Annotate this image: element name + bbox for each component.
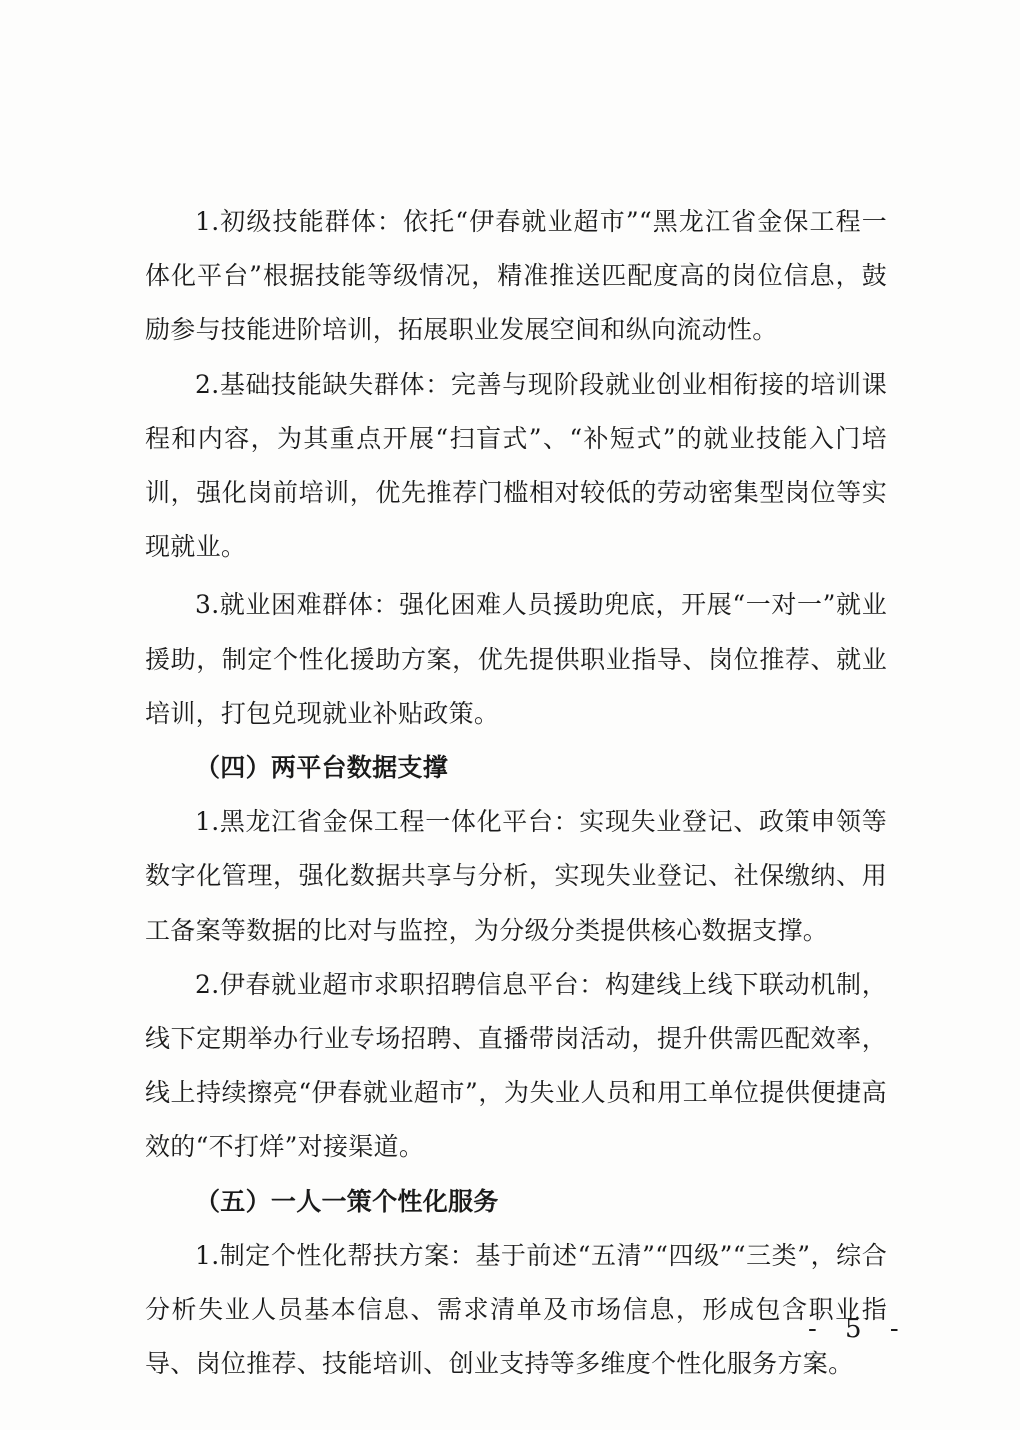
paragraph-yichun-job-platform: 2.伊春就业超市求职招聘信息平台：构建线上线下联动机制，线下定期举办行业专场招聘、直播带岗活动，提升供需匹配效率，线上持续擦亮“伊春就业超市”，为失业人员和用工单位提供便捷高效的“不打烊”对接渠道。 bbox=[145, 969, 887, 1162]
paragraph-employment-difficulty-group: 3.就业困难群体：强化困难人员援助兜底，开展“一对一”就业援助，制定个性化援助方案，优先提供职业指导、岗位推荐、就业培训，打包兑现就业补贴政策。 bbox=[145, 590, 887, 728]
paragraph-basic-skill-lacking-group: 2.基础技能缺失群体：完善与现阶段就业创业相衔接的培训课程和内容，为其重点开展“扫盲式”、“补短式”的就业技能入门培训，强化岗前培训，优先推荐门槛相对较低的劳动密集型岗位等实现就业。 bbox=[145, 369, 887, 562]
paragraph-primary-skill-group: 1.初级技能群体：依托“伊春就业超市”“黑龙江省金保工程一体化平台”根据技能等级情况，精准推送匹配度高的岗位信息，鼓励参与技能进阶培训，拓展职业发展空间和纵向流动性。 bbox=[145, 207, 887, 345]
page-number: - 5 - bbox=[808, 1314, 909, 1344]
paragraph-personalized-plan: 1.制定个性化帮扶方案：基于前述“五清”“四级”“三类”，综合分析失业人员基本信息、需求清单及市场信息，形成包含职业指导、岗位推荐、技能培训、创业支持等多维度个性化服务方案。 bbox=[145, 1240, 887, 1379]
section-heading-two-platform-data: （四）两平台数据支撑 bbox=[195, 753, 449, 783]
section-heading-personalized-service: （五）一人一策个性化服务 bbox=[195, 1186, 499, 1216]
document-body bbox=[145, 195, 887, 1391]
paragraph-jinbao-platform: 1.黑龙江省金保工程一体化平台：实现失业登记、政策申领等数字化管理，强化数据共享与分析，实现失业登记、社保缴纳、用工备案等数据的比对与监控，为分级分类提供核心数据支撑。 bbox=[145, 807, 887, 945]
